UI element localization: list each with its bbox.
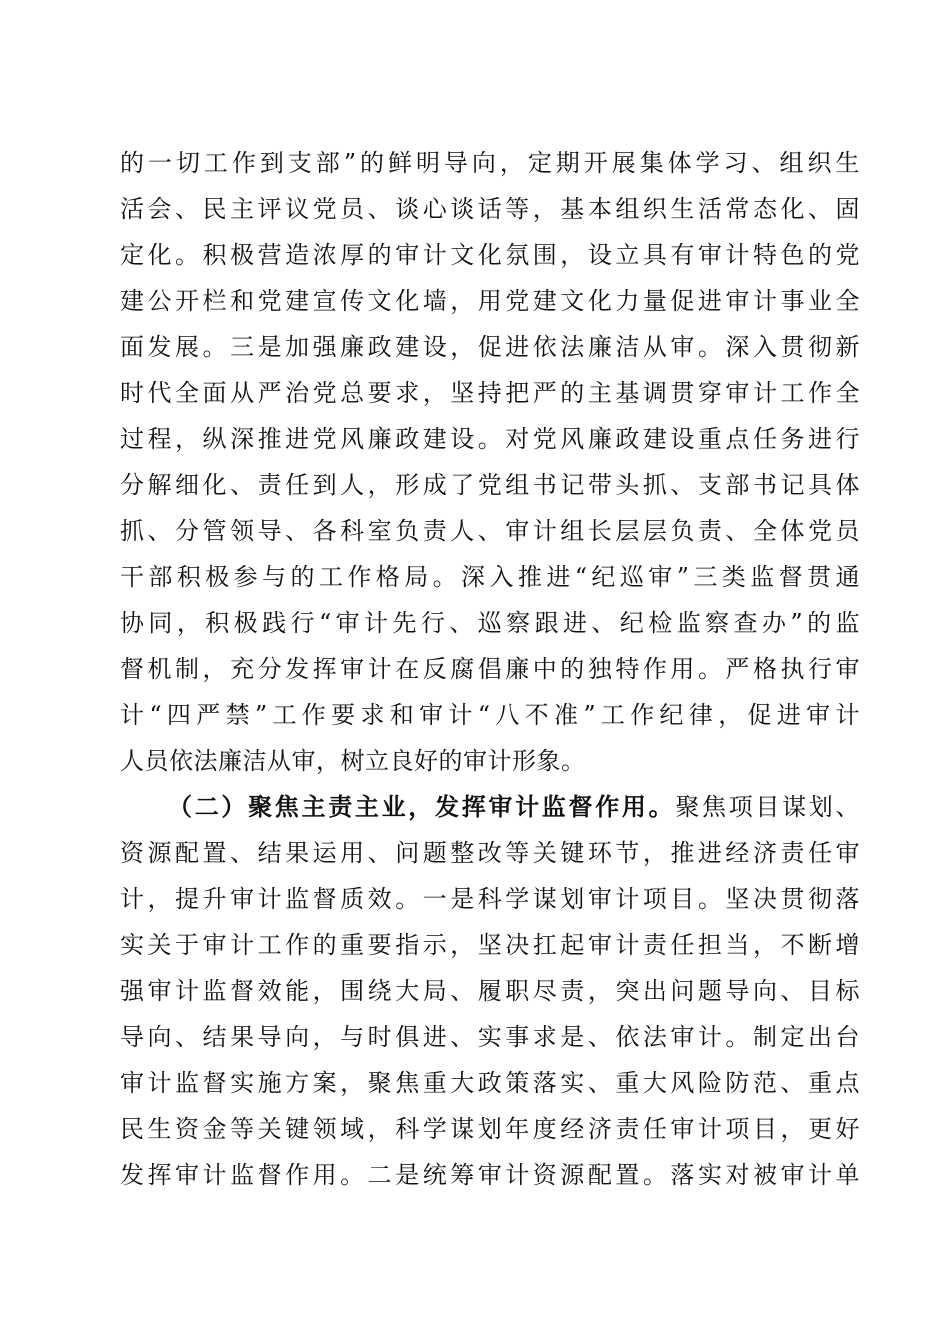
text-line: 实关于审计工作的重要指示，坚决扛起审计责任担当，不断增 [120,931,860,959]
text-line: 资源配置、结果运用、问题整改等关键环节，推进经济责任审 [120,839,860,867]
text-line: 人员依法廉洁从审，树立良好的审计形象。 [120,747,586,775]
document-body [120,140,860,1198]
text-line: 民生资金等关键领域，科学谋划年度经济责任审计项目，更好 [120,1115,860,1143]
text-line: 抓、分管领导、各科室负责人、审计组长层层负责、全体党员 [120,517,860,545]
text-line: 发挥审计监督作用。二是统筹审计资源配置。落实对被审计单 [120,1161,860,1189]
text-span: 聚焦项目谋划、 [675,793,861,821]
text-line: 时代全面从严治党总要求，坚持把严的主基调贯穿审计工作全 [120,379,860,407]
text-line: 计，提升审计监督质效。一是科学谋划审计项目。坚决贯彻落 [120,885,860,913]
text-line: 面发展。三是加强廉政建设，促进依法廉洁从审。深入贯彻新 [120,333,860,361]
section-heading: （二）聚焦主责主业，发挥审计监督作用。 [168,792,676,821]
text-line: 强审计监督效能，围绕大局、履职尽责，突出问题导向、目标 [120,977,860,1005]
text-line: 审计监督实施方案，聚焦重大政策落实、重大风险防范、重点 [120,1069,860,1097]
text-line: 建公开栏和党建宣传文化墙，用党建文化力量促进审计事业全 [120,287,860,315]
text-line: 协同，积极践行“审计先行、巡察跟进、纪检监察查办”的监 [120,609,860,637]
paragraph-audit-supervision [120,784,860,1198]
text-line: 的一切工作到支部”的鲜明导向，定期开展集体学习、组织生 [120,149,860,177]
text-line: 分解细化、责任到人，形成了党组书记带头抓、支部书记具体 [120,471,860,499]
text-line: 计“四严禁”工作要求和审计“八不准”工作纪律，促进审计 [120,701,860,729]
text-line-with-heading [120,784,860,830]
text-line: 过程，纵深推进党风廉政建设。对党风廉政建设重点任务进行 [120,425,860,453]
paragraph-party-building [120,140,860,784]
text-line: 活会、民主评议党员、谈心谈话等，基本组织生活常态化、固 [120,195,860,223]
text-line: 定化。积极营造浓厚的审计文化氛围，设立具有审计特色的党 [120,241,860,269]
text-line: 导向、结果导向，与时俱进、实事求是、依法审计。制定出台 [120,1023,860,1051]
text-line: 督机制，充分发挥审计在反腐倡廉中的独特作用。严格执行审 [120,655,860,683]
text-line: 干部积极参与的工作格局。深入推进“纪巡审”三类监督贯通 [120,563,860,591]
